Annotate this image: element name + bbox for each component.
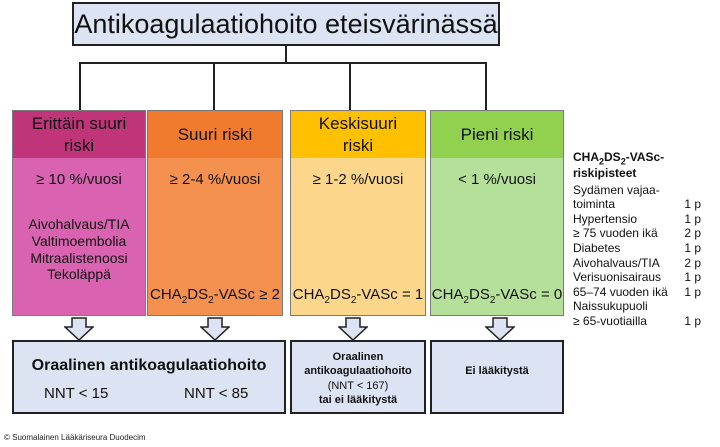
risk-body-high (148, 158, 282, 315)
risk-rate-very-high: ≥ 10 %/vuosi (36, 171, 122, 188)
score-criterion-moderate: $CHA_2DS_2$-VASc = 1 (292, 286, 424, 306)
criteria-item: Valtimoembolia (31, 232, 127, 249)
score-table (573, 151, 713, 328)
diagram-title: Antikoagulaatiohoito eteisvärinässä (72, 2, 500, 46)
score-row: 65–74 vuoden ikä 1 p (573, 284, 701, 299)
risk-header-very-high: Erittäin suuri riski (13, 111, 145, 159)
connector-horizontal (80, 62, 486, 64)
risk-column-moderate (290, 110, 426, 316)
score-row: toiminta 1 p (573, 197, 701, 212)
score-criterion-low: $CHA_2DS_2$-VASc = 0 (431, 286, 563, 306)
risk-body-very-high (13, 158, 145, 315)
criteria-item: Tekoläppä (47, 266, 111, 283)
treatment-box-no-medication (430, 340, 564, 414)
risk-header-low: Pieni riski (431, 111, 563, 159)
score-table-title-line2: riskipisteet (573, 165, 637, 180)
down-arrow-icon (200, 317, 230, 341)
down-arrow-icon (338, 317, 368, 341)
treatment-text: tai ei lääkitystä (318, 393, 398, 406)
treatment-text: Oraalinen (332, 351, 384, 363)
risk-rate-moderate: ≥ 1-2 %/vuosi (312, 171, 404, 188)
risk-column-high (147, 110, 283, 316)
score-row: ≥ 65-vuotiailla 1 p (573, 313, 701, 328)
connector-drop-4 (485, 62, 487, 110)
risk-header-moderate: Keskisuuri riski (291, 111, 425, 159)
score-row: Aivohalvaus/TIA 2 p (573, 255, 701, 270)
score-row: Sydämen vajaa- (573, 182, 660, 197)
risk-rate-low: < 1 %/vuosi (458, 171, 536, 188)
risk-column-low (430, 110, 564, 316)
criteria-item: Aivohalvaus/TIA (28, 216, 130, 232)
nnt-very-high: NNT < 15 (44, 385, 109, 402)
treatment-text: antikoagulaatiohoito (304, 365, 412, 378)
risk-header-high: Suuri riski (148, 111, 282, 159)
connector-drop-2 (213, 62, 215, 110)
treatment-box-oral-anticoagulation (12, 340, 286, 414)
risk-body-low (431, 158, 563, 315)
score-criterion-high: $CHA_2DS_2$-VASc ≥ 2 (150, 286, 280, 306)
treatment-box-moderate (290, 340, 426, 414)
score-row: Diabetes 1 p (573, 240, 701, 255)
score-row: ≥ 75 vuoden ikä 2 p (573, 226, 701, 241)
score-row: Hypertensio 1 p (573, 211, 701, 226)
connector-drop-3 (349, 62, 351, 110)
down-arrow-icon (64, 317, 94, 341)
risk-body-moderate (291, 158, 425, 315)
score-table-title: $CHA_2DS_2-VASc-$ (573, 150, 665, 167)
down-arrow-icon (485, 317, 515, 341)
risk-column-very-high (12, 110, 146, 316)
connector-vertical-top (285, 46, 287, 63)
very-high-criteria-list (13, 216, 145, 283)
risk-rate-high: ≥ 2-4 %/vuosi (169, 171, 261, 188)
treatment-box-title: Oraalinen antikoagulaatiohoito (31, 357, 267, 374)
score-row: Naissukupuoli (573, 299, 648, 314)
treatment-text: Ei lääkitystä (465, 365, 529, 377)
nnt-high: NNT < 85 (184, 385, 249, 402)
nnt-moderate: (NNT < 167) (327, 379, 389, 392)
score-row: Verisuonisairaus 1 p (573, 270, 701, 285)
copyright-notice: © Suomalainen Lääkäriseura Duodecim (4, 433, 146, 442)
criteria-item: Mitraalistenoosi (30, 249, 128, 266)
connector-drop-1 (79, 62, 81, 110)
